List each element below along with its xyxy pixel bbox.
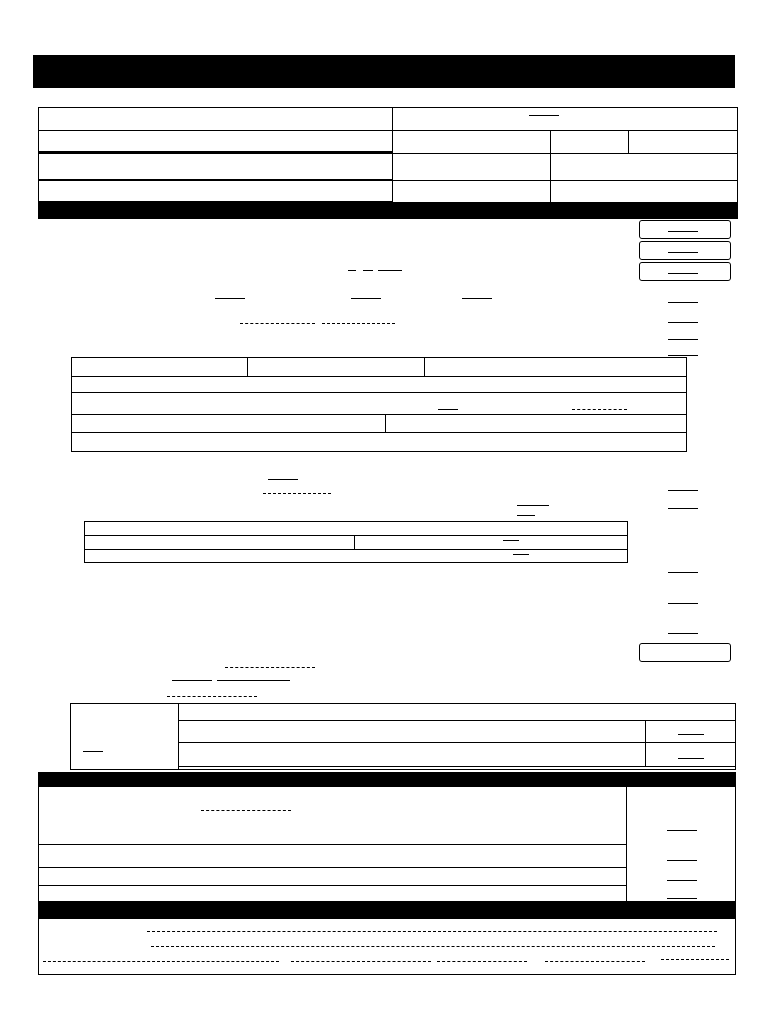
summary-box	[70, 703, 736, 770]
right-blank-9[interactable]	[668, 633, 698, 634]
blank-a[interactable]	[348, 270, 356, 271]
amount-box-3[interactable]	[639, 262, 731, 281]
right-blank-6[interactable]	[668, 508, 698, 509]
signature-box	[38, 918, 736, 975]
blank-e[interactable]	[351, 298, 381, 299]
blank-l[interactable]	[517, 515, 535, 516]
blank-b[interactable]	[363, 270, 373, 271]
city-field[interactable]	[38, 180, 393, 202]
blank-i[interactable]	[268, 479, 298, 480]
blank-p[interactable]	[167, 696, 257, 697]
section-bar-1	[38, 203, 738, 219]
address-field[interactable]	[38, 152, 393, 180]
right-blank-2[interactable]	[668, 322, 698, 323]
section-2-grid	[38, 786, 736, 902]
name-field[interactable]	[38, 130, 393, 152]
right-blank-1[interactable]	[668, 302, 698, 303]
blank-h[interactable]	[322, 323, 395, 324]
blank-c[interactable]	[378, 270, 402, 271]
blank-m[interactable]	[225, 667, 315, 668]
right-blank-8[interactable]	[668, 603, 698, 604]
right-blank-7[interactable]	[668, 572, 698, 573]
section-bar-3	[38, 902, 736, 918]
detail-table-2	[84, 521, 628, 563]
blank-j[interactable]	[263, 493, 331, 494]
form-header-bar	[33, 55, 735, 88]
blank-o[interactable]	[217, 680, 290, 681]
amount-box-2[interactable]	[639, 241, 731, 260]
blank-k[interactable]	[517, 505, 549, 506]
amount-box-1[interactable]	[639, 220, 731, 239]
amount-box-4[interactable]	[639, 643, 731, 662]
blank-f[interactable]	[462, 298, 492, 299]
blank-g[interactable]	[240, 323, 315, 324]
right-blank-3[interactable]	[668, 339, 698, 340]
section-bar-2	[38, 772, 736, 786]
right-blank-5[interactable]	[668, 490, 698, 491]
blank-d[interactable]	[215, 298, 245, 299]
blank-n[interactable]	[172, 680, 212, 681]
detail-table-1	[71, 357, 687, 452]
right-blank-4[interactable]	[668, 355, 698, 356]
